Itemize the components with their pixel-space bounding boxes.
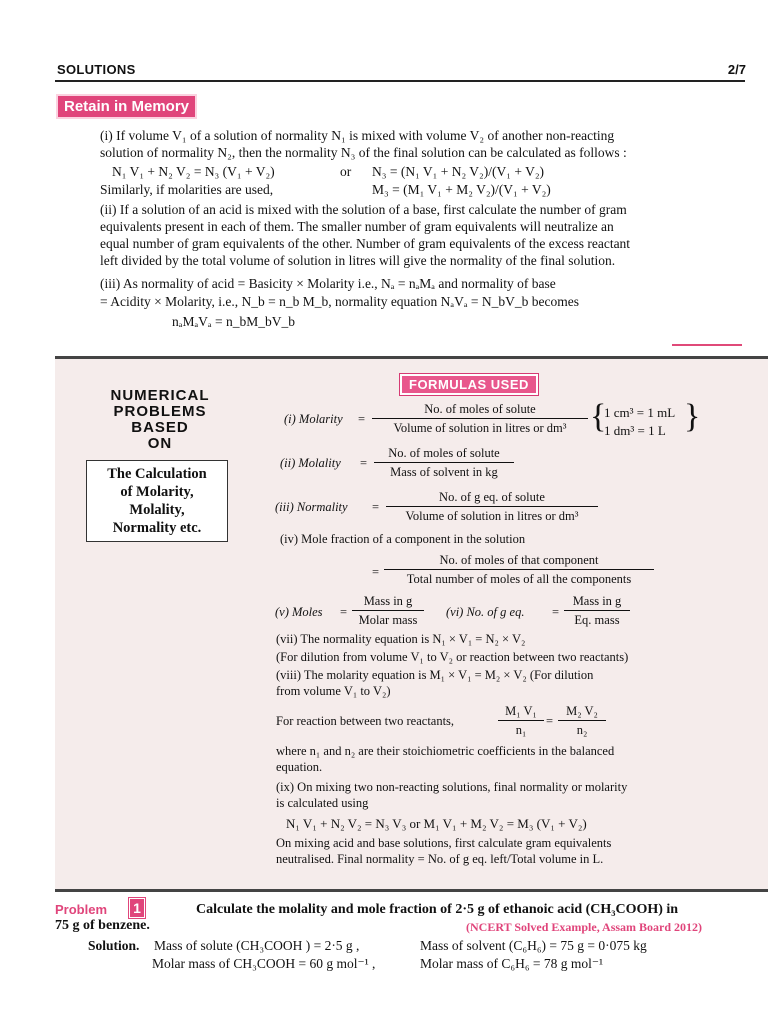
numerical-problems-title: [80, 388, 240, 452]
viii-line2: from volume V₁ to V₂): [276, 684, 391, 698]
where-line2: equation.: [276, 760, 323, 774]
moles-eq-sign: =: [340, 605, 348, 619]
retain-p1-line1: (i) If volume V₁ of a solution of normality N₁ is mixed with volume V₂ of another non-reacting: [100, 128, 615, 143]
retain-eq1-or: or: [340, 164, 352, 179]
mole-fraction-numerator: No. of moles of that component: [384, 553, 654, 570]
np-title-line1: NUMERICAL: [110, 387, 210, 404]
problem-number: 1: [129, 898, 145, 918]
moles-label: (v) Moles: [275, 605, 323, 619]
topic-line2: of Molarity,: [120, 484, 194, 500]
unit-cm3: 1 cm³ = 1 mL: [604, 405, 676, 420]
topic-line3: Molality,: [129, 502, 185, 518]
unit-dm3: 1 dm³ = 1 L: [604, 423, 666, 438]
retain-p1-line2: solution of normality N₂, then the normality N₃ of the final solution can be calculated as follows :: [100, 145, 627, 160]
moles-numerator: Mass in g: [352, 594, 424, 611]
mole-fraction-denominator: Total number of moles of all the components: [406, 572, 632, 586]
retain-p3-line2: = Acidity × Molarity, i.e., N_b = n_b M_b, normality equation NₐVₐ = N_bV_b becomes: [100, 294, 580, 309]
mole-fraction-fraction: [384, 553, 654, 587]
retain-p3-line1: (iii) As normality of acid = Basicity × Molarity i.e., Nₐ = nₐMₐ and normality of base: [100, 276, 556, 291]
retain-eq1a: N₁ V₁ + N₂ V₂ = N₃ (V₁ + V₂): [112, 164, 275, 179]
molarity-eq-sign: =: [358, 412, 366, 426]
brace-right: }: [684, 398, 701, 435]
molality-numerator: No. of moles of solute: [374, 446, 514, 463]
reaction-left-denominator: n₁: [515, 723, 527, 737]
problem-label: Problem: [55, 902, 108, 917]
molality-label: (ii) Molality: [280, 456, 341, 470]
topic-line1: The Calculation: [107, 466, 207, 482]
viii-line1: (viii) The molarity equation is M₁ × V₁ = M₂ × V₂ (For dilution: [276, 668, 594, 682]
reaction-left-numerator: M₁ V₁: [498, 704, 544, 721]
retain-in-memory-tag: Retain in Memory: [56, 94, 197, 119]
acidbase-line1: On mixing acid and base solutions, first calculate gram equivalents: [276, 836, 612, 850]
moles-fraction: [352, 594, 424, 628]
normality-numerator: No. of g eq. of solute: [386, 490, 598, 507]
ix-line1: (ix) On mixing two non-reacting solutions, final normality or molarity: [276, 780, 628, 794]
molality-denominator: Mass of solvent in kg: [390, 465, 498, 479]
geq-label: (vi) No. of g eq.: [446, 605, 525, 619]
molality-fraction: [374, 446, 514, 480]
decorative-rule: [672, 344, 742, 346]
solution-line1a: Mass of solute (CH₃COOH ) = 2·5 g ,: [154, 938, 360, 953]
retain-eq2: M₃ = (M₁ V₁ + M₂ V₂)/(V₁ + V₂): [372, 182, 551, 197]
retain-p2-line4: left divided by the total volume of solution in litres will give the normality of the final solution.: [100, 253, 616, 268]
geq-eq-sign: =: [552, 605, 560, 619]
header-rule: [55, 80, 745, 82]
vii-line1: (vii) The normality equation is N₁ × V₁ = N₂ × V₂: [276, 632, 526, 646]
molality-eq-sign: =: [360, 456, 368, 470]
molarity-label: (i) Molarity: [284, 412, 343, 426]
formulas-used-badge: FORMULAS USED: [400, 374, 538, 395]
solution-line2a: Molar mass of CH₃COOH = 60 g mol⁻¹ ,: [152, 956, 376, 971]
moles-denominator: Molar mass: [358, 613, 418, 627]
reaction-right-denominator: n₂: [576, 723, 588, 737]
mole-fraction-label: (iv) Mole fraction of a component in the solution: [280, 532, 526, 546]
ix-line2: is calculated using: [276, 796, 369, 810]
retain-eq1b: N₃ = (N₁ V₁ + N₂ V₂)/(V₁ + V₂): [372, 164, 545, 179]
page-number: 2/7: [727, 62, 746, 77]
normality-denominator: Volume of solution in litres or dm³: [405, 509, 579, 523]
solution-line1b: Mass of solvent (C₆H₆) = 75 g = 0·075 kg: [420, 938, 647, 953]
where-line1: where n₁ and n₂ are their stoichiometric coefficients in the balanced: [276, 744, 615, 758]
solution-label: Solution.: [88, 938, 140, 953]
problem-text-line1: Calculate the molality and mole fraction of 2·5 g of ethanoic acid (CH₃COOH) in: [196, 902, 679, 917]
retain-p3-line3: nₐMₐVₐ = n_bM_bV_b: [172, 314, 295, 329]
retain-similarly: Similarly, if molarities are used,: [100, 182, 274, 197]
acidbase-line2: neutralised. Final normality = No. of g eq. left/Total volume in L.: [276, 852, 604, 866]
reaction-eq-sign: =: [546, 714, 554, 728]
np-title-line2: PROBLEMS: [113, 403, 207, 420]
np-title-line4: ON: [147, 435, 173, 452]
retain-p2-line1: (ii) If a solution of an acid is mixed with the solution of a base, first calculate the number of gram: [100, 202, 627, 217]
topic-box: [86, 460, 228, 542]
brace-left: {: [590, 398, 607, 435]
retain-p2-line2: equivalents present in each of them. The smaller number of gram equivalents will neutralize an: [100, 219, 614, 234]
reaction-right-fraction: [558, 704, 606, 738]
chapter-title: SOLUTIONS: [57, 62, 136, 77]
reaction-label: For reaction between two reactants,: [276, 714, 455, 728]
geq-numerator: Mass in g: [564, 594, 630, 611]
geq-denominator: Eq. mass: [574, 613, 620, 627]
solution-line2b: Molar mass of C₆H₆ = 78 g mol⁻¹: [420, 956, 604, 971]
reaction-left-fraction: [498, 704, 544, 738]
problem-reference: (NCERT Solved Example, Assam Board 2012): [466, 920, 703, 934]
geq-fraction: [564, 594, 630, 628]
topic-line4: Normality etc.: [112, 520, 202, 536]
vii-line2: (For dilution from volume V₁ to V₂ or reaction between two reactants): [276, 650, 629, 664]
molarity-fraction: [372, 402, 588, 436]
mole-fraction-eq-sign: =: [372, 565, 380, 579]
ix-equation: N₁ V₁ + N₂ V₂ = N₃ V₃ or M₁ V₁ + M₂ V₂ = M₃ (V₁ + V₂): [286, 816, 587, 831]
normality-label: (iii) Normality: [275, 500, 348, 514]
normality-fraction: [386, 490, 598, 524]
retain-p2-line3: equal number of gram equivalents of the other. Number of gram equivalents of the excess reactant: [100, 236, 631, 251]
molarity-denominator: Volume of solution in litres or dm³: [393, 421, 567, 435]
normality-eq-sign: =: [372, 500, 380, 514]
reaction-right-numerator: M₂ V₂: [558, 704, 606, 721]
np-title-line3: BASED: [131, 419, 189, 436]
molarity-numerator: No. of moles of solute: [372, 402, 588, 419]
problem-text-line2: 75 g of benzene.: [55, 918, 150, 933]
